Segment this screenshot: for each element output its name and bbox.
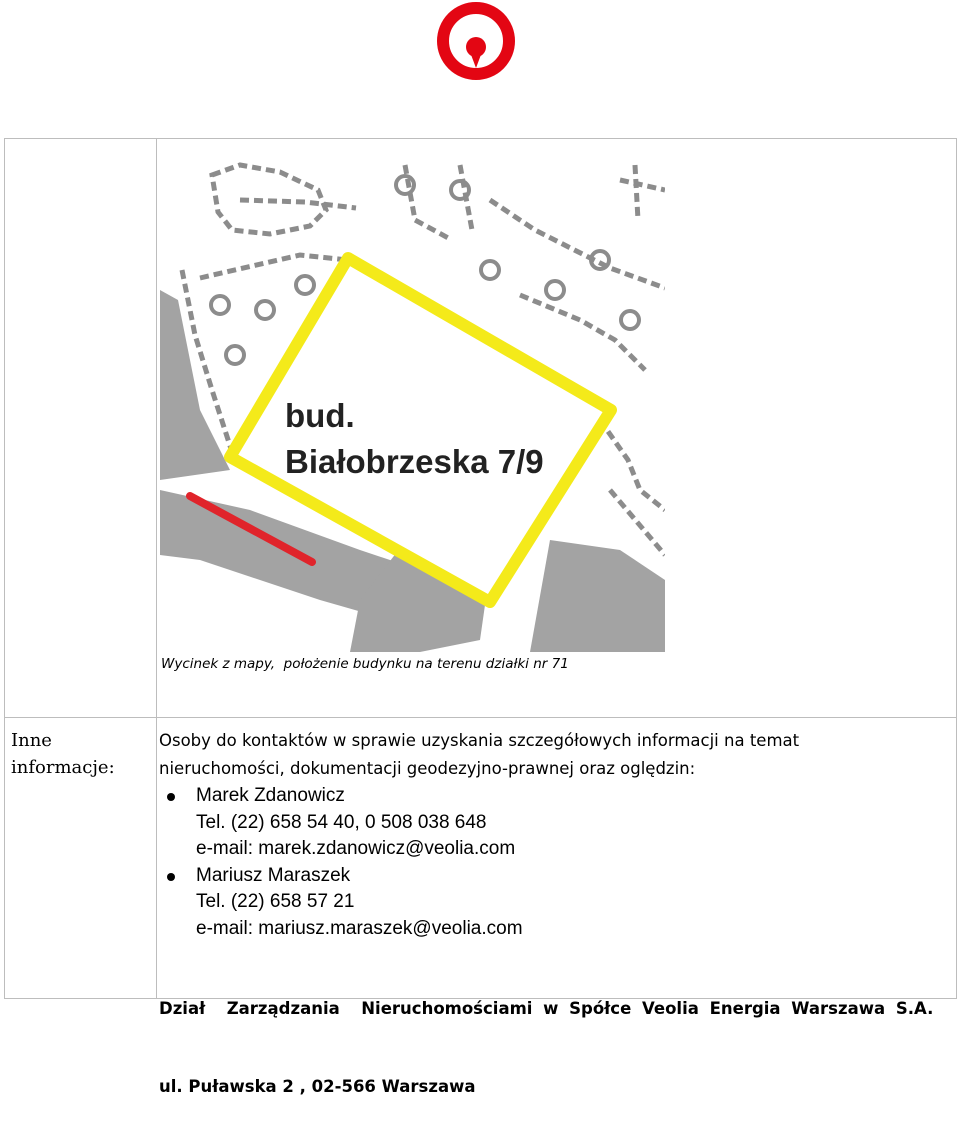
intro-line-2: nieruchomości, dokumentacji geodezyjno-prawnej oraz oględzin:: [159, 759, 696, 778]
row-label: [11, 727, 115, 781]
contact-phone: Tel. (22) 658 57 21: [196, 891, 355, 912]
contact-name: Mariusz Maraszek: [164, 863, 523, 890]
table-divider-vertical: [156, 139, 157, 998]
contact-email: e-mail: mariusz.maraszek@veolia.com: [196, 917, 523, 939]
contacts-intro: [159, 727, 939, 783]
bullet-icon: [167, 793, 175, 801]
contact-name: Marek Zdanowicz: [164, 783, 523, 810]
contact-email: e-mail: marek.zdanowicz@veolia.com: [196, 838, 516, 859]
department-name: Dział Zarządzania Nieruchomościami w Spółce Veolia Energia Warszawa S.A.: [159, 999, 934, 1018]
map-caption: Wycinek z mapy, położenie budynku na terenu działki nr 71: [161, 656, 569, 672]
contact-phone: Tel. (22) 658 54 40, 0 508 038 648: [196, 811, 487, 833]
row-label-line1: Inne: [11, 730, 52, 751]
table-divider-horizontal: [5, 717, 956, 718]
department-address: ul. Puławska 2 , 02-566 Warszawa: [159, 1077, 476, 1096]
map-label-address: Białobrzeska 7/9: [285, 443, 544, 480]
bullet-icon: [167, 873, 175, 881]
contacts-list: [164, 783, 523, 942]
site-map: [160, 160, 665, 652]
intro-line-1: Osoby do kontaktów w sprawie uzyskania szczegółowych informacji na temat: [159, 731, 800, 750]
row-label-line2: informacje:: [11, 757, 115, 778]
department-block: [159, 944, 933, 1126]
map-label-bud: bud.: [285, 397, 355, 434]
veolia-logo-icon: [432, 0, 520, 84]
